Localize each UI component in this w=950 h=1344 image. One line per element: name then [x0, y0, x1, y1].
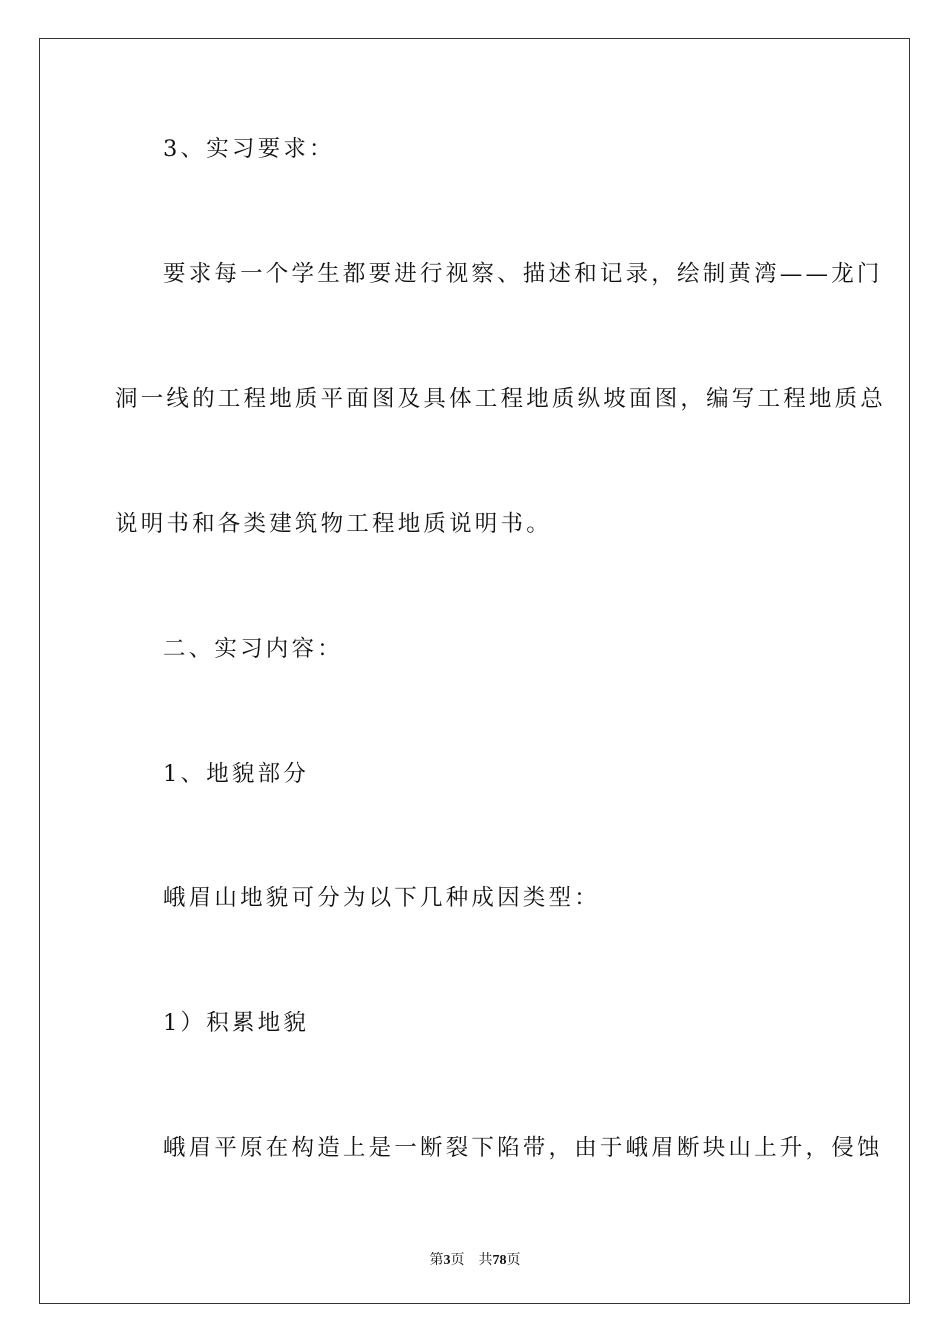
total-pages: 78 — [492, 1253, 507, 1268]
page-footer — [0, 1249, 950, 1269]
total-suffix: 页 — [506, 1253, 521, 1268]
page-border — [39, 38, 910, 1304]
paragraph-line: 峨眉平原在构造上是一断裂下陷带，由于峨眉断块山上升，侵蚀 — [163, 1135, 883, 1161]
paragraph-line: 要求每一个学生都要进行视察、描述和记录，绘制黄湾——龙门 — [163, 261, 883, 287]
paragraph-line: 说明书和各类建筑物工程地质说明书。 — [115, 511, 552, 537]
heading-internship-requirements: 3、实习要求： — [163, 136, 335, 162]
heading-internship-content: 二、实习内容： — [163, 636, 343, 662]
page-number: 3 — [443, 1253, 451, 1268]
total-prefix: 共 — [478, 1253, 493, 1268]
page-prefix: 第 — [429, 1253, 444, 1268]
page-suffix: 页 — [450, 1253, 465, 1268]
paragraph-line: 峨眉山地貌可分为以下几种成因类型： — [163, 885, 600, 911]
heading-accumulation-landform: 1）积累地貌 — [163, 1010, 310, 1036]
heading-landform-section: 1、地貌部分 — [163, 761, 310, 787]
paragraph-line: 洞一线的工程地质平面图及具体工程地质纵坡面图，编写工程地质总 — [115, 386, 887, 412]
